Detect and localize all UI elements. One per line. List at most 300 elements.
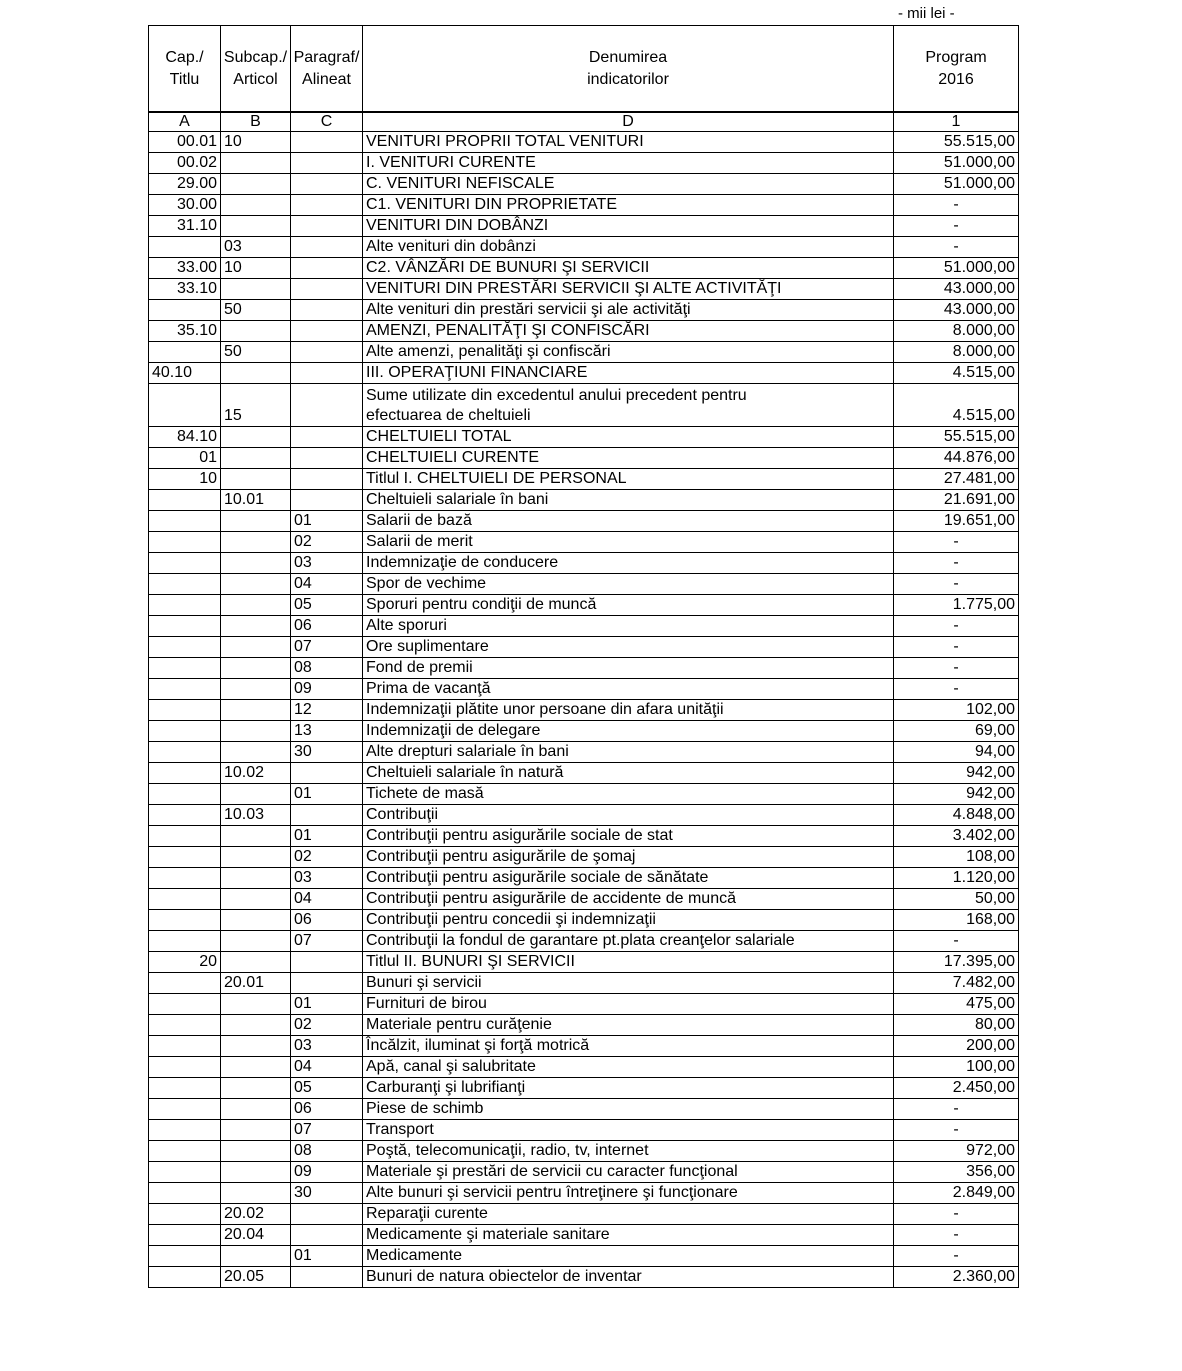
cell-paragraf-alineat: 01 <box>291 784 363 805</box>
cell-paragraf-alineat: 04 <box>291 574 363 595</box>
column-letter: C <box>291 112 363 132</box>
cell-subcap-articol <box>221 427 291 448</box>
cell-denumirea: Indemnizaţii plătite unor persoane din afara unităţii <box>363 700 894 721</box>
cell-paragraf-alineat <box>291 258 363 279</box>
table-row <box>149 784 1019 805</box>
cell-program-value: 4.848,00 <box>894 805 1019 826</box>
cell-denumirea: Contribuţii la fondul de garantare pt.plata creanţelor salariale <box>363 931 894 952</box>
cell-program-value: 102,00 <box>894 700 1019 721</box>
column-letter: D <box>363 112 894 132</box>
cell-cap-titlu <box>149 1036 221 1057</box>
cell-program-value: - <box>894 1225 1019 1246</box>
cell-cap-titlu: 10 <box>149 469 221 490</box>
cell-denumirea: VENITURI PROPRII TOTAL VENITURI <box>363 132 894 153</box>
cell-cap-titlu <box>149 763 221 784</box>
cell-paragraf-alineat <box>291 427 363 448</box>
cell-cap-titlu <box>149 679 221 700</box>
cell-paragraf-alineat <box>291 237 363 258</box>
cell-program-value: 972,00 <box>894 1141 1019 1162</box>
cell-program-value: - <box>894 1099 1019 1120</box>
cell-subcap-articol <box>221 1183 291 1204</box>
table-row <box>149 868 1019 889</box>
cell-subcap-articol: 50 <box>221 342 291 363</box>
cell-subcap-articol <box>221 216 291 237</box>
cell-cap-titlu <box>149 490 221 511</box>
cell-subcap-articol <box>221 700 291 721</box>
table-row <box>149 994 1019 1015</box>
cell-denumirea: Indemnizaţii de delegare <box>363 721 894 742</box>
cell-cap-titlu <box>149 1015 221 1036</box>
cell-paragraf-alineat: 02 <box>291 532 363 553</box>
table-row <box>149 469 1019 490</box>
cell-program-value: - <box>894 237 1019 258</box>
unit-note: - mii lei - <box>898 5 955 22</box>
cell-denumirea: Piese de schimb <box>363 1099 894 1120</box>
table-row <box>149 1057 1019 1078</box>
cell-subcap-articol <box>221 574 291 595</box>
cell-paragraf-alineat <box>291 216 363 237</box>
cell-program-value: 1.120,00 <box>894 868 1019 889</box>
table-row <box>149 1099 1019 1120</box>
cell-program-value: 942,00 <box>894 763 1019 784</box>
table-row <box>149 1204 1019 1225</box>
cell-subcap-articol <box>221 1036 291 1057</box>
cell-subcap-articol <box>221 637 291 658</box>
cell-denumirea: Alte amenzi, penalităţi şi confiscări <box>363 342 894 363</box>
cell-denumirea: C. VENITURI NEFISCALE <box>363 174 894 195</box>
cell-cap-titlu <box>149 805 221 826</box>
cell-paragraf-alineat <box>291 174 363 195</box>
cell-paragraf-alineat: 09 <box>291 679 363 700</box>
cell-subcap-articol <box>221 868 291 889</box>
cell-subcap-articol: 10.03 <box>221 805 291 826</box>
header-paragraf-alineat: Paragraf/ Alineat <box>291 26 363 113</box>
cell-subcap-articol <box>221 1015 291 1036</box>
cell-program-value: 51.000,00 <box>894 153 1019 174</box>
cell-program-value: - <box>894 658 1019 679</box>
cell-paragraf-alineat <box>291 973 363 994</box>
cell-denumirea: Reparaţii curente <box>363 1204 894 1225</box>
table-row <box>149 174 1019 195</box>
cell-program-value: 17.395,00 <box>894 952 1019 973</box>
cell-subcap-articol <box>221 1099 291 1120</box>
table-row <box>149 532 1019 553</box>
table-row <box>149 427 1019 448</box>
cell-cap-titlu <box>149 1057 221 1078</box>
cell-denumirea: AMENZI, PENALITĂŢI ŞI CONFISCĂRI <box>363 321 894 342</box>
cell-paragraf-alineat <box>291 195 363 216</box>
cell-program-value: 100,00 <box>894 1057 1019 1078</box>
table-row <box>149 679 1019 700</box>
cell-paragraf-alineat: 07 <box>291 931 363 952</box>
cell-subcap-articol <box>221 721 291 742</box>
cell-cap-titlu <box>149 1225 221 1246</box>
cell-program-value: - <box>894 574 1019 595</box>
cell-paragraf-alineat <box>291 805 363 826</box>
table-row <box>149 1267 1019 1288</box>
cell-denumirea: Tichete de masă <box>363 784 894 805</box>
cell-denumirea: Apă, canal şi salubritate <box>363 1057 894 1078</box>
cell-paragraf-alineat <box>291 1204 363 1225</box>
cell-cap-titlu: 20 <box>149 952 221 973</box>
cell-denumirea: Alte venituri din prestări servicii şi ale activităţi <box>363 300 894 321</box>
cell-paragraf-alineat <box>291 1267 363 1288</box>
cell-program-value: 43.000,00 <box>894 300 1019 321</box>
cell-program-value: 7.482,00 <box>894 973 1019 994</box>
cell-cap-titlu <box>149 511 221 532</box>
cell-paragraf-alineat: 04 <box>291 1057 363 1078</box>
cell-subcap-articol <box>221 469 291 490</box>
cell-cap-titlu <box>149 868 221 889</box>
cell-subcap-articol: 10 <box>221 258 291 279</box>
table-row <box>149 153 1019 174</box>
cell-paragraf-alineat: 30 <box>291 1183 363 1204</box>
cell-paragraf-alineat: 09 <box>291 1162 363 1183</box>
cell-paragraf-alineat: 03 <box>291 868 363 889</box>
column-letter: A <box>149 112 221 132</box>
cell-denumirea: Bunuri şi servicii <box>363 973 894 994</box>
cell-program-value: 2.450,00 <box>894 1078 1019 1099</box>
cell-program-value: 94,00 <box>894 742 1019 763</box>
table-row <box>149 258 1019 279</box>
cell-subcap-articol <box>221 1078 291 1099</box>
cell-subcap-articol <box>221 1246 291 1267</box>
table-row <box>149 1015 1019 1036</box>
cell-paragraf-alineat <box>291 342 363 363</box>
cell-subcap-articol: 15 <box>221 384 291 427</box>
cell-denumirea: Furnituri de birou <box>363 994 894 1015</box>
table-row <box>149 237 1019 258</box>
cell-cap-titlu <box>149 532 221 553</box>
cell-paragraf-alineat <box>291 952 363 973</box>
cell-subcap-articol: 20.05 <box>221 1267 291 1288</box>
cell-denumirea: C2. VÂNZĂRI DE BUNURI ŞI SERVICII <box>363 258 894 279</box>
budget-table <box>148 25 1019 1288</box>
table-row <box>149 1078 1019 1099</box>
cell-cap-titlu <box>149 616 221 637</box>
cell-cap-titlu: 30.00 <box>149 195 221 216</box>
cell-cap-titlu: 00.02 <box>149 153 221 174</box>
cell-program-value: 44.876,00 <box>894 448 1019 469</box>
header-program-2016: Program 2016 <box>894 26 1019 113</box>
cell-program-value: 55.515,00 <box>894 427 1019 448</box>
cell-program-value: - <box>894 195 1019 216</box>
header-denumirea: Denumirea indicatorilor <box>363 26 894 113</box>
cell-denumirea: Prima de vacanţă <box>363 679 894 700</box>
cell-program-value: - <box>894 1204 1019 1225</box>
cell-program-value: - <box>894 931 1019 952</box>
cell-paragraf-alineat: 06 <box>291 1099 363 1120</box>
cell-denumirea: Sume utilizate din excedentul anului precedent pentru efectuarea de cheltuieli <box>363 384 894 427</box>
cell-denumirea: Ore suplimentare <box>363 637 894 658</box>
cell-program-value: 43.000,00 <box>894 279 1019 300</box>
cell-denumirea: Fond de premii <box>363 658 894 679</box>
table-row <box>149 216 1019 237</box>
table-row <box>149 1225 1019 1246</box>
cell-paragraf-alineat: 03 <box>291 1036 363 1057</box>
cell-cap-titlu <box>149 342 221 363</box>
cell-subcap-articol: 10 <box>221 132 291 153</box>
cell-program-value: - <box>894 637 1019 658</box>
cell-paragraf-alineat: 03 <box>291 553 363 574</box>
cell-program-value: 80,00 <box>894 1015 1019 1036</box>
cell-denumirea: Medicamente şi materiale sanitare <box>363 1225 894 1246</box>
cell-denumirea: C1. VENITURI DIN PROPRIETATE <box>363 195 894 216</box>
table-row <box>149 1141 1019 1162</box>
table-row <box>149 763 1019 784</box>
cell-program-value: 50,00 <box>894 889 1019 910</box>
cell-subcap-articol <box>221 826 291 847</box>
cell-subcap-articol <box>221 448 291 469</box>
column-letter-row <box>149 112 1019 132</box>
cell-subcap-articol <box>221 321 291 342</box>
cell-paragraf-alineat: 04 <box>291 889 363 910</box>
table-row <box>149 805 1019 826</box>
cell-denumirea: Bunuri de natura obiectelor de inventar <box>363 1267 894 1288</box>
cell-paragraf-alineat <box>291 321 363 342</box>
cell-denumirea: Indemnizaţie de conducere <box>363 553 894 574</box>
cell-cap-titlu <box>149 1078 221 1099</box>
cell-paragraf-alineat <box>291 132 363 153</box>
header-row <box>149 26 1019 113</box>
cell-denumirea: CHELTUIELI CURENTE <box>363 448 894 469</box>
cell-denumirea: Contribuţii pentru asigurările de şomaj <box>363 847 894 868</box>
cell-paragraf-alineat: 30 <box>291 742 363 763</box>
cell-subcap-articol: 20.02 <box>221 1204 291 1225</box>
cell-subcap-articol <box>221 994 291 1015</box>
cell-subcap-articol <box>221 153 291 174</box>
cell-program-value: 51.000,00 <box>894 258 1019 279</box>
table-row <box>149 448 1019 469</box>
cell-paragraf-alineat: 13 <box>291 721 363 742</box>
cell-paragraf-alineat: 01 <box>291 994 363 1015</box>
cell-cap-titlu: 31.10 <box>149 216 221 237</box>
cell-cap-titlu <box>149 1120 221 1141</box>
cell-denumirea: Contribuţii pentru asigurările sociale de stat <box>363 826 894 847</box>
cell-cap-titlu <box>149 237 221 258</box>
cell-denumirea: Contribuţii <box>363 805 894 826</box>
cell-denumirea: Materiale şi prestări de servicii cu caracter funcţional <box>363 1162 894 1183</box>
cell-subcap-articol <box>221 952 291 973</box>
cell-denumirea: Salarii de bază <box>363 511 894 532</box>
table-row <box>149 910 1019 931</box>
cell-denumirea: Poştă, telecomunicaţii, radio, tv, internet <box>363 1141 894 1162</box>
cell-program-value: 69,00 <box>894 721 1019 742</box>
cell-denumirea: Sporuri pentru condiţii de muncă <box>363 595 894 616</box>
cell-program-value: 21.691,00 <box>894 490 1019 511</box>
cell-cap-titlu <box>149 931 221 952</box>
cell-subcap-articol: 20.01 <box>221 973 291 994</box>
cell-program-value: - <box>894 1246 1019 1267</box>
column-letter: 1 <box>894 112 1019 132</box>
cell-denumirea: Titlul I. CHELTUIELI DE PERSONAL <box>363 469 894 490</box>
table-row <box>149 363 1019 384</box>
cell-denumirea: Contribuţii pentru asigurările sociale de sănătate <box>363 868 894 889</box>
table-row <box>149 553 1019 574</box>
cell-cap-titlu <box>149 384 221 427</box>
cell-subcap-articol <box>221 195 291 216</box>
table-row <box>149 490 1019 511</box>
cell-paragraf-alineat: 08 <box>291 1141 363 1162</box>
cell-subcap-articol <box>221 931 291 952</box>
cell-program-value: 2.849,00 <box>894 1183 1019 1204</box>
cell-denumirea: Transport <box>363 1120 894 1141</box>
cell-cap-titlu: 33.10 <box>149 279 221 300</box>
cell-subcap-articol <box>221 1162 291 1183</box>
cell-paragraf-alineat: 05 <box>291 595 363 616</box>
cell-paragraf-alineat <box>291 363 363 384</box>
cell-paragraf-alineat: 05 <box>291 1078 363 1099</box>
table-row <box>149 721 1019 742</box>
cell-cap-titlu <box>149 889 221 910</box>
table-row <box>149 384 1019 427</box>
cell-paragraf-alineat <box>291 763 363 784</box>
header-cap-titlu: Cap./ Titlu <box>149 26 221 113</box>
cell-denumirea: I. VENITURI CURENTE <box>363 153 894 174</box>
cell-denumirea: Spor de vechime <box>363 574 894 595</box>
cell-program-value: 8.000,00 <box>894 342 1019 363</box>
cell-subcap-articol: 10.02 <box>221 763 291 784</box>
cell-program-value: 27.481,00 <box>894 469 1019 490</box>
table-row <box>149 1036 1019 1057</box>
cell-paragraf-alineat: 01 <box>291 826 363 847</box>
cell-subcap-articol <box>221 679 291 700</box>
cell-cap-titlu <box>149 973 221 994</box>
cell-denumirea: Alte sporuri <box>363 616 894 637</box>
cell-subcap-articol <box>221 532 291 553</box>
cell-denumirea: Contribuţii pentru concedii şi indemnizaţii <box>363 910 894 931</box>
table-row <box>149 342 1019 363</box>
cell-denumirea: Titlul II. BUNURI ŞI SERVICII <box>363 952 894 973</box>
cell-subcap-articol <box>221 553 291 574</box>
cell-cap-titlu <box>149 994 221 1015</box>
table-row <box>149 847 1019 868</box>
table-row <box>149 637 1019 658</box>
cell-denumirea: VENITURI DIN DOBÂNZI <box>363 216 894 237</box>
cell-subcap-articol <box>221 279 291 300</box>
table-row <box>149 931 1019 952</box>
cell-program-value: 942,00 <box>894 784 1019 805</box>
cell-cap-titlu <box>149 637 221 658</box>
cell-subcap-articol <box>221 658 291 679</box>
table-row <box>149 574 1019 595</box>
cell-program-value: - <box>894 532 1019 553</box>
cell-paragraf-alineat: 01 <box>291 511 363 532</box>
cell-subcap-articol <box>221 363 291 384</box>
cell-cap-titlu: 84.10 <box>149 427 221 448</box>
cell-paragraf-alineat <box>291 153 363 174</box>
cell-cap-titlu <box>149 1162 221 1183</box>
cell-cap-titlu <box>149 1183 221 1204</box>
cell-paragraf-alineat <box>291 279 363 300</box>
table-row <box>149 1246 1019 1267</box>
cell-subcap-articol <box>221 616 291 637</box>
cell-paragraf-alineat <box>291 384 363 427</box>
cell-program-value: 51.000,00 <box>894 174 1019 195</box>
cell-subcap-articol <box>221 742 291 763</box>
cell-program-value: 19.651,00 <box>894 511 1019 532</box>
cell-denumirea: Alte bunuri şi servicii pentru întreţinere şi funcţionare <box>363 1183 894 1204</box>
cell-cap-titlu <box>149 742 221 763</box>
cell-denumirea: Medicamente <box>363 1246 894 1267</box>
cell-subcap-articol <box>221 910 291 931</box>
cell-program-value: 1.775,00 <box>894 595 1019 616</box>
table-row <box>149 1120 1019 1141</box>
cell-paragraf-alineat <box>291 469 363 490</box>
cell-program-value: - <box>894 1120 1019 1141</box>
cell-denumirea: Materiale pentru curăţenie <box>363 1015 894 1036</box>
cell-program-value: 200,00 <box>894 1036 1019 1057</box>
cell-paragraf-alineat: 02 <box>291 1015 363 1036</box>
table-row <box>149 300 1019 321</box>
cell-paragraf-alineat: 02 <box>291 847 363 868</box>
cell-program-value: - <box>894 616 1019 637</box>
table-row <box>149 511 1019 532</box>
cell-cap-titlu <box>149 595 221 616</box>
cell-cap-titlu <box>149 1099 221 1120</box>
cell-cap-titlu <box>149 300 221 321</box>
cell-cap-titlu: 00.01 <box>149 132 221 153</box>
cell-cap-titlu: 29.00 <box>149 174 221 195</box>
table-row <box>149 279 1019 300</box>
cell-denumirea: Carburanţi şi lubrifianţi <box>363 1078 894 1099</box>
cell-program-value: 2.360,00 <box>894 1267 1019 1288</box>
cell-program-value: 475,00 <box>894 994 1019 1015</box>
cell-paragraf-alineat: 06 <box>291 910 363 931</box>
table-row <box>149 595 1019 616</box>
cell-subcap-articol: 50 <box>221 300 291 321</box>
table-row <box>149 321 1019 342</box>
column-letter: B <box>221 112 291 132</box>
table-row <box>149 616 1019 637</box>
cell-cap-titlu <box>149 658 221 679</box>
cell-denumirea: Cheltuieli salariale în bani <box>363 490 894 511</box>
table-row <box>149 973 1019 994</box>
cell-subcap-articol <box>221 889 291 910</box>
cell-cap-titlu: 40.10 <box>149 363 221 384</box>
cell-program-value: 3.402,00 <box>894 826 1019 847</box>
cell-subcap-articol <box>221 511 291 532</box>
cell-subcap-articol <box>221 1057 291 1078</box>
cell-program-value: - <box>894 553 1019 574</box>
cell-paragraf-alineat: 08 <box>291 658 363 679</box>
cell-program-value: 4.515,00 <box>894 363 1019 384</box>
cell-paragraf-alineat: 06 <box>291 616 363 637</box>
cell-subcap-articol: 10.01 <box>221 490 291 511</box>
cell-paragraf-alineat: 12 <box>291 700 363 721</box>
table-row <box>149 1162 1019 1183</box>
cell-cap-titlu <box>149 826 221 847</box>
cell-paragraf-alineat <box>291 490 363 511</box>
table-row <box>149 889 1019 910</box>
cell-cap-titlu <box>149 700 221 721</box>
cell-paragraf-alineat: 01 <box>291 1246 363 1267</box>
cell-paragraf-alineat: 07 <box>291 1120 363 1141</box>
cell-subcap-articol <box>221 847 291 868</box>
table-row <box>149 132 1019 153</box>
cell-subcap-articol <box>221 595 291 616</box>
table-row <box>149 700 1019 721</box>
cell-subcap-articol <box>221 1120 291 1141</box>
cell-subcap-articol <box>221 174 291 195</box>
cell-cap-titlu <box>149 1141 221 1162</box>
cell-cap-titlu <box>149 574 221 595</box>
cell-cap-titlu <box>149 1204 221 1225</box>
cell-cap-titlu: 01 <box>149 448 221 469</box>
cell-denumirea: Salarii de merit <box>363 532 894 553</box>
table-row <box>149 658 1019 679</box>
cell-program-value: 356,00 <box>894 1162 1019 1183</box>
